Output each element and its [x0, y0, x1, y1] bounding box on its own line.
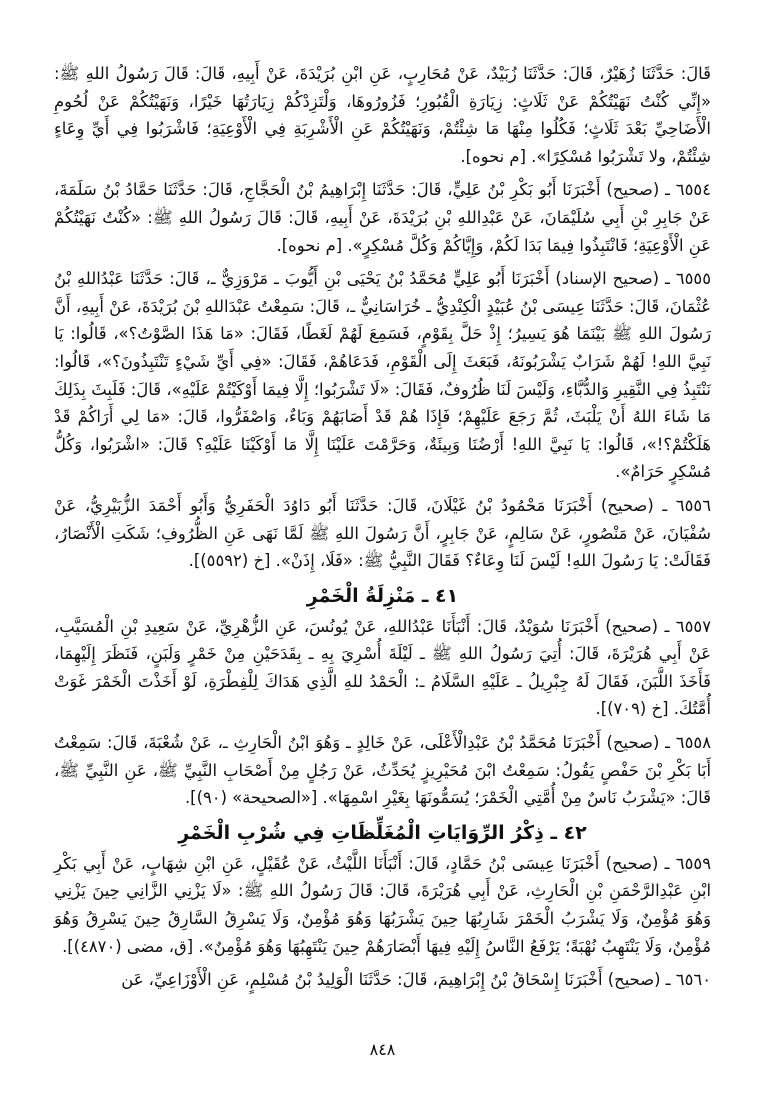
page-content [54, 60, 711, 994]
hadith-paragraph: ٦٥٥٩ ـ (صحيح) أَخْبَرَنَا عِيسَى بْنُ حَمَّادٍ، قَالَ: أَنْبَأَنَا اللَّيْثُ، عَنْ عُقَيْلٍ، عَنِ ابْنِ شِهَابٍ، عَنْ أَبِي بَكْرِ ابْنِ عَبْدِالرَّحْمَنِ بْنِ الْحَارِثِ، عَنْ أَبِي هُرَيْرَةَ، قَالَ: قَالَ رَسُولُ اللهِ ﷺ: «لَا يَزْنِي الزَّانِي حِينَ يَزْنِي وَهُوَ مُؤْمِنٌ، وَلَا يَشْرَبُ الْخَمْرَ شَارِبُهَا حِينَ يَشْرَبُهَا وَهُوَ مُؤْمِنٌ، وَلَا يَسْرِقُ السَّارِقُ حِينَ يَسْرِقُ وَهُوَ مُؤْمِنٌ، وَلَا يَنْتَهِبُ نُهْبَةً؛ يَرْفَعُ النَّاسُ إِلَيْهِ فِيهَا أَبْصَارَهُمْ حِينَ يَنْتَهِبُهَا وَهُوَ مُؤْمِنٌ». [ق، مضى (٤٨٧٠)]. [54, 853, 711, 956]
hadith-paragraph: ٦٥٦٠ ـ (صحيح) أَخْبَرَنَا إِسْحَاقُ بْنُ إِبْرَاهِيمَ، قَالَ: حَدَّثَنَا الْوَلِيدُ بْنُ مُسْلِمٍ، عَنِ الْأَوْزَاعِيِّ، عَن [121, 970, 711, 990]
hadith-paragraph: ٦٥٥٥ ـ (صحيح الإسناد) أَخْبَرَنَا أَبُو عَلِيٍّ مُحَمَّدُ بْنُ يَحْيَى بْنِ أَيُّوبَ ـ مَرْوَزِيٌّ ـ، قَالَ: حَدَّثَنَا عَبْدُاللهِ بْنُ عُثْمَانَ، قَالَ: حَدَّثَنَا عِيسَى بْنُ عُبَيْدٍ الْكِنْدِيُّ ـ خُرَاسَانِيٌّ ـ، قَالَ: سَمِعْتُ عَبْدَاللهِ بْنَ بُرَيْدَةَ، عَنْ أَبِيهِ، أَنَّ رَسُولَ اللهِ ﷺ بَيْنَمَا هُوَ يَسِيرُ؛ إِذْ حَلَّ بِقَوْمٍ، فَسَمِعَ لَهُمْ لَغَطًا، فَقَالَ: «مَا هَذَا الصَّوْتُ؟»، قَالُوا: يَا نَبِيَّ اللهِ! لَهُمْ شَرَابٌ يَشْرَبُونَهُ، فَبَعَثَ إِلَى الْقَوْمِ، فَدَعَاهُمْ، فَقَالَ: «فِي أَيِّ شَيْءٍ تَنْتَبِذُونَ؟»، قَالُوا: نَنْتَبِذُ فِي النَّقِيرِ وَالدُّبَّاءِ، وَلَيْسَ لَنَا ظُرُوفٌ، فَقَالَ: «لَا تَشْرَبُوا؛ إِلَّا فِيمَا أَوْكَيْتُمْ عَلَيْهِ»، قَالَ: فَلَبِثَ بِذَلِكَ مَا شَاءَ اللهُ أَنْ يَلْبَثَ، ثُمَّ رَجَعَ عَلَيْهِمْ؛ فَإِذَا هُمْ قَدْ أَصَابَهُمْ وَبَاءٌ، وَاصْفَرُّوا، قَالَ: «مَا لِي أَرَاكُمْ قَدْ هَلَكْتُمْ؟!»، قَالُوا: يَا نَبِيَّ اللهِ! أَرْضُنَا وَبِيئَةٌ، وَحَرَّمْتَ عَلَيْنَا إِلَّا مَا أَوْكَيْنَا عَلَيْهِ؟ قَالَ: «اشْرَبُوا، وَكُلُّ مُسْكِرٍ حَرَامٌ». [54, 269, 711, 482]
hadith-paragraph: ٦٥٥٨ ـ (صحيح) أَخْبَرَنَا مُحَمَّدُ بْنُ عَبْدِالْأَعْلَى، عَنْ خَالِدٍ ـ وَهُوَ ابْنُ الْحَارِثِ ـ، عَنْ شُعْبَةَ، قَالَ: سَمِعْتُ أَبَا بَكْرِ بْنَ حَفْصٍ يَقُولُ: سَمِعْتُ ابْنَ مُحَيْرِيزٍ يُحَدِّثُ، عَنْ رَجُلٍ مِنْ أَصْحَابِ النَّبِيِّ ﷺ، عَنِ النَّبِيِّ ﷺ، قَالَ: «يَشْرَبُ نَاسٌ مِنْ أُمَّتِي الْخَمْرَ؛ يُسَمُّونَهَا بِغَيْرِ اسْمِهَا». [«الصحيحة» (٩٠)]. [54, 733, 711, 808]
page-number: ٨٤٨ [369, 1040, 396, 1059]
hadith-paragraph: قَالَ: حَدَّثَنَا زُهَيْرٌ، قَالَ: حَدَّثَنَا زُبَيْدٌ، عَنْ مُحَارِبٍ، عَنِ ابْنِ بُرَيْدَةَ، عَنْ أَبِيهِ، قَالَ: قَالَ رَسُولُ اللهِ ﷺ: «إِنِّي كُنْتُ نَهَيْتُكُمْ عَنْ ثَلَاثٍ: زِيَارَةِ الْقُبُورِ؛ فَزُورُوهَا، وَلْتَزِدْكُمْ زِيَارَتُهَا خَيْرًا، وَنَهَيْتُكُمْ عَنْ لُحُومِ الْأَضَاحِيِّ بَعْدَ ثَلَاثٍ؛ فَكُلُوا مِنْهَا مَا شِئْتُمْ، وَنَهَيْتُكُمْ عَنِ الْأَشْرِبَةِ فِي الْأَوْعِيَةِ؛ فَاشْرَبُوا فِي أَيِّ وِعَاءٍ شِئْتُمْ، ولا تَشْرَبُوا مُسْكِرًا». [م نحوه]. [54, 64, 711, 166]
hadith-paragraph: ٦٥٥٧ ـ (صحيح) أَخْبَرَنَا سُوَيْدٌ، قَالَ: أَنْبَأَنَا عَبْدُاللهِ، عَنْ يُونُسَ، عَنِ الزُّهْرِيِّ، عَنْ سَعِيدِ بْنِ الْمُسَيَّبِ، عَنْ أَبِي هُرَيْرَةَ، قَالَ: أُتِيَ رَسُولُ اللهِ ﷺ ـ لَيْلَةَ أُسْرِيَ بِهِ ـ بِقَدَحَيْنِ مِنْ خَمْرٍ وَلَبَنٍ، فَنَظَرَ إِلَيْهِمَا، فَأَخَذَ اللَّبَنَ، فَقَالَ لَهُ جِبْرِيلُ ـ عَلَيْهِ السَّلَامُ ـ: الْحَمْدُ للهِ الَّذِي هَدَاكَ لِلْفِطْرَةِ، لَوْ أَخَذْتَ الْخَمْرَ غَوَتْ أُمَّتُكَ. [خ (٧٠٩)]. [54, 616, 711, 719]
hadith-paragraph: ٦٥٥٤ ـ (صحيح) أَخْبَرَنَا أَبُو بَكْرِ بْنُ عَلِيٍّ، قَالَ: حَدَّثَنَا إِبْرَاهِيمُ بْنُ الْحَجَّاجِ، قَالَ: حَدَّثَنَا حَمَّادُ بْنُ سَلَمَةَ، عَنْ جَابِرِ بْنِ أَبِي سُلَيْمَانَ، عَنْ عَبْدِاللهِ بْنِ بُرَيْدَةَ، عَنْ أَبِيهِ، قَالَ: قَالَ رَسُولُ اللهِ ﷺ: «كُنْتُ نَهَيْتُكُمْ عَنِ الْأَوْعِيَةِ؛ فَانْتَبِذُوا فِيمَا بَدَا لَكُمْ، وَإِيَّاكُمْ وَكُلَّ مُسْكِرٍ». [م نحوه]. [54, 180, 711, 255]
hadith-paragraph: ٦٥٥٦ ـ (صحيح) أَخْبَرَنَا مَحْمُودُ بْنُ غَيْلَانَ، قَالَ: حَدَّثَنَا أَبُو دَاوُدَ الْحَفَرِيُّ وَأَبُو أَحْمَدَ الزُّبَيْرِيُّ، عَنْ سُفْيَانَ، عَنْ مَنْصُورٍ، عَنْ سَالِمٍ، عَنْ جَابِرٍ، أَنَّ رَسُولَ اللهِ ﷺ لَمَّا نَهَى عَنِ الظُّرُوفِ؛ شَكَتِ الْأَنْصَارُ، فَقَالَتْ: يَا رَسُولَ اللهِ! لَيْسَ لَنَا وِعَاءٌ؟ فَقَالَ النَّبِيُّ ﷺ: «فَلَا، إِذَنْ». [خ (٥٥٩٢)]. [54, 495, 711, 571]
section-heading: ٤١ ـ مَنْزِلَةُ الْخَمْرِ [306, 584, 459, 607]
section-heading: ٤٢ ـ ذِكْرُ الرِّوَايَاتِ الْمُغَلِّظَاتِ فِي شُرْبِ الْخَمْرِ [178, 821, 587, 844]
